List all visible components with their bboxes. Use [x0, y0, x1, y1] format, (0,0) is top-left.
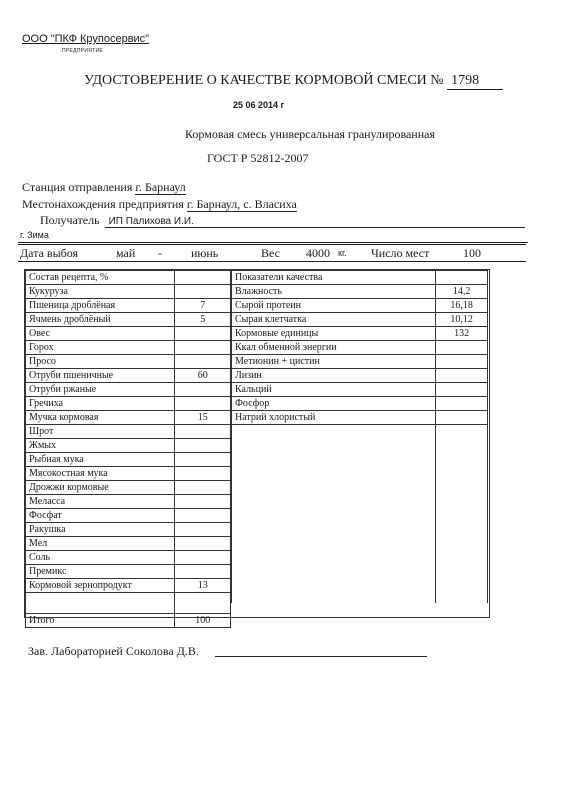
quality-value — [436, 383, 488, 397]
recipe-row — [26, 593, 231, 614]
quality-table — [231, 270, 488, 603]
recipe-ingredient: Фосфат — [26, 509, 175, 523]
recipe-percent — [175, 467, 231, 481]
recipe-ingredient — [26, 593, 175, 614]
recipe-ingredient: Просо — [26, 355, 175, 369]
weight-unit: кг. — [338, 248, 347, 258]
recipe-row — [26, 313, 231, 327]
recipe-percent: 5 — [175, 313, 231, 327]
recipe-percent — [175, 341, 231, 355]
quality-value: 132 — [436, 327, 488, 341]
recipe-row — [26, 369, 231, 383]
recipe-percent — [175, 551, 231, 565]
recipe-row — [26, 425, 231, 439]
recipe-ingredient: Отруби пшеничные — [26, 369, 175, 383]
recipe-ingredient: Жмых — [26, 439, 175, 453]
quality-filler-left — [232, 425, 436, 604]
recipe-row — [26, 383, 231, 397]
quality-value — [436, 369, 488, 383]
signature-label: Зав. Лабораторией Соколова Д.В. — [28, 644, 199, 658]
date-dash: - — [158, 246, 162, 260]
quality-value — [436, 411, 488, 425]
station-label: Станция отправления — [22, 180, 133, 194]
quality-indicator: Сырая клетчатка — [232, 313, 436, 327]
station-line — [22, 180, 186, 195]
recipe-percent — [175, 523, 231, 537]
location-value: г. Барнаул, с. Власиха — [186, 197, 297, 211]
places-label: Число мест — [371, 246, 430, 260]
recipe-percent — [175, 397, 231, 411]
quality-indicator: Ккал обменной энергии — [232, 341, 436, 355]
shipment-row — [18, 244, 526, 262]
recipe-ingredient: Соль — [26, 551, 175, 565]
recipe-ingredient: Рыбная мука — [26, 453, 175, 467]
recipient-value: ИП Палихова И.И. — [108, 216, 194, 227]
recipe-percent: 15 — [175, 411, 231, 425]
quality-header-value — [436, 271, 488, 285]
quality-row — [232, 313, 488, 327]
quality-value — [436, 355, 488, 369]
quality-row — [232, 369, 488, 383]
recipient-underline — [105, 227, 525, 228]
quality-value: 16,18 — [436, 299, 488, 313]
recipe-percent: 7 — [175, 299, 231, 313]
recipe-percent — [175, 593, 231, 614]
recipe-percent — [175, 285, 231, 299]
recipe-table — [25, 270, 231, 628]
quality-value: 14,2 — [436, 285, 488, 299]
quality-filler-right — [436, 425, 488, 604]
recipe-ingredient: Овес — [26, 327, 175, 341]
recipe-ingredient: Дрожжи кормовые — [26, 481, 175, 495]
recipe-ingredient: Кукуруза — [26, 285, 175, 299]
quality-row — [232, 397, 488, 411]
recipe-ingredient: Мучка кормовая — [26, 411, 175, 425]
recipe-ingredient: Ракушка — [26, 523, 175, 537]
signature-underline — [215, 656, 427, 657]
recipe-ingredient: Мел — [26, 537, 175, 551]
document-title — [84, 73, 503, 90]
recipe-row — [26, 327, 231, 341]
recipe-header-row — [26, 271, 231, 285]
quality-indicator: Фосфор — [232, 397, 436, 411]
recipe-percent — [175, 425, 231, 439]
weight-value: 4000 — [306, 246, 330, 260]
recipient-label: Получатель — [40, 213, 100, 227]
quality-indicator: Сырой протеин — [232, 299, 436, 313]
quality-header-row — [232, 271, 488, 285]
quality-filler-row — [232, 425, 488, 604]
quality-value — [436, 397, 488, 411]
recipe-percent: 13 — [175, 579, 231, 593]
recipe-header-value — [175, 271, 231, 285]
recipe-percent: 100 — [175, 614, 231, 628]
company-name: ООО "ПКФ Крупосервис" — [22, 33, 150, 45]
recipe-percent — [175, 495, 231, 509]
recipe-row — [26, 523, 231, 537]
recipe-ingredient: Гречиха — [26, 397, 175, 411]
recipient-line — [40, 213, 194, 228]
recipe-row — [26, 411, 231, 425]
recipe-ingredient: Итого — [26, 614, 175, 628]
recipe-percent — [175, 355, 231, 369]
recipe-percent — [175, 537, 231, 551]
recipe-ingredient: Горох — [26, 341, 175, 355]
signature-line — [28, 644, 199, 659]
recipe-ingredient: Пшеница дроблёная — [26, 299, 175, 313]
recipe-row — [26, 579, 231, 593]
places-value: 100 — [463, 246, 481, 260]
company-subtitle: ПРЕДПРИЯТИЕ — [62, 48, 104, 54]
recipe-ingredient: Отруби ржаные — [26, 383, 175, 397]
quality-row — [232, 327, 488, 341]
document-title-text: УДОСТОВЕРЕНИЕ О КАЧЕСТВЕ КОРМОВОЙ СМЕСИ № — [84, 73, 444, 88]
recipe-ingredient: Кормовой зернопродукт — [26, 579, 175, 593]
date-label: Дата выбоя — [20, 246, 79, 260]
recipe-row — [26, 453, 231, 467]
quality-value: 10,12 — [436, 313, 488, 327]
recipe-row — [26, 565, 231, 579]
quality-indicator: Влажность — [232, 285, 436, 299]
recipe-row — [26, 614, 231, 628]
recipe-row — [26, 481, 231, 495]
recipe-row — [26, 355, 231, 369]
certificate-date: 25 06 2014 г — [233, 100, 285, 110]
recipe-row — [26, 551, 231, 565]
recipe-ingredient: Ячмень дроблёный — [26, 313, 175, 327]
quality-indicator: Натрий хлористый — [232, 411, 436, 425]
quality-indicator: Кормовые единицы — [232, 327, 436, 341]
recipe-percent — [175, 481, 231, 495]
recipe-percent — [175, 565, 231, 579]
location-label: Местонахождения предприятия — [22, 197, 184, 211]
quality-header: Показатели качества — [232, 271, 436, 285]
quality-row — [232, 411, 488, 425]
recipe-percent — [175, 453, 231, 467]
recipe-percent: 60 — [175, 369, 231, 383]
recipe-header: Состав рецепта, % — [26, 271, 175, 285]
recipe-row — [26, 467, 231, 481]
quality-row — [232, 355, 488, 369]
recipe-row — [26, 509, 231, 523]
recipe-row — [26, 537, 231, 551]
recipe-ingredient: Меласса — [26, 495, 175, 509]
station-value: г. Барнаул — [135, 180, 186, 194]
recipe-row — [26, 439, 231, 453]
city-underline — [18, 242, 528, 243]
recipe-row — [26, 285, 231, 299]
product-name: Кормовая смесь универсальная гранулированная — [185, 127, 435, 141]
quality-indicator: Кальций — [232, 383, 436, 397]
recipe-percent — [175, 509, 231, 523]
recipe-ingredient: Премикс — [26, 565, 175, 579]
recipe-row — [26, 299, 231, 313]
standard-code: ГОСТ Р 52812-2007 — [207, 151, 309, 165]
recipe-percent — [175, 327, 231, 341]
quality-row — [232, 299, 488, 313]
quality-indicator: Метионин + цистин — [232, 355, 436, 369]
recipe-percent — [175, 383, 231, 397]
recipe-percent — [175, 439, 231, 453]
location-line — [22, 197, 297, 212]
date-from: май — [116, 246, 136, 260]
recipe-ingredient: Шрот — [26, 425, 175, 439]
quality-indicator: Лизин — [232, 369, 436, 383]
recipe-row — [26, 495, 231, 509]
certificate-number: 1798 — [447, 73, 503, 90]
date-to: июнь — [191, 246, 219, 260]
recipe-row — [26, 341, 231, 355]
recipe-row — [26, 397, 231, 411]
quality-row — [232, 285, 488, 299]
recipe-ingredient: Мясокостная мука — [26, 467, 175, 481]
quality-row — [232, 341, 488, 355]
quality-value — [436, 341, 488, 355]
recipient-city: г. Зима — [20, 230, 49, 240]
quality-row — [232, 383, 488, 397]
weight-label: Вес — [261, 246, 280, 260]
